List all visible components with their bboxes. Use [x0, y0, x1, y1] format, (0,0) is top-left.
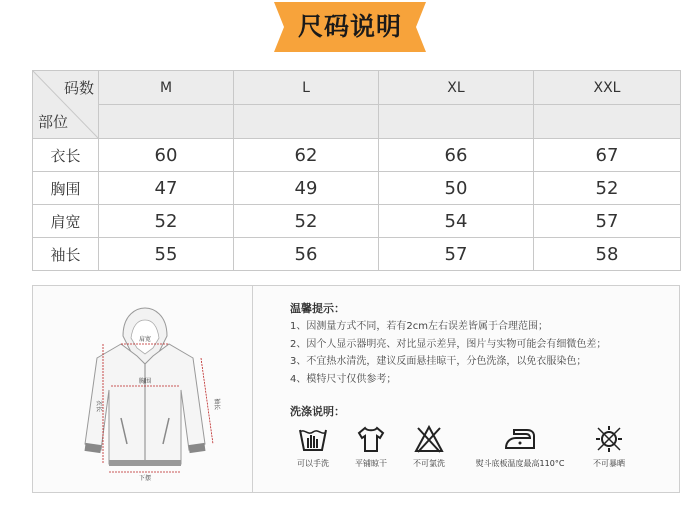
table-cell: 52 — [534, 172, 681, 205]
wash-label: 不可暴晒 — [593, 459, 625, 468]
table-cell: 57 — [534, 205, 681, 238]
corner-size-label: 码数 — [63, 79, 94, 97]
table-cell: 62 — [234, 139, 379, 172]
table-cell: 67 — [534, 139, 681, 172]
part-label: 胸围 — [33, 172, 99, 205]
size-header-xl: XL — [379, 71, 534, 105]
table-row — [33, 205, 681, 238]
hoodie-illustration — [41, 294, 241, 484]
corner-part-label: 部位 — [38, 113, 69, 131]
divider — [252, 286, 253, 492]
size-subheader-row — [33, 105, 681, 139]
table-row — [33, 172, 681, 205]
no-sun-icon — [593, 424, 625, 454]
wash-icons — [283, 424, 663, 484]
part-label: 肩宽 — [33, 205, 99, 238]
garment-figure — [41, 294, 241, 484]
part-label: 袖长 — [33, 238, 99, 271]
tips-section — [290, 300, 670, 388]
page-title: 尺码说明 — [297, 12, 402, 41]
table-cell: 66 — [379, 139, 534, 172]
empty-cell — [99, 105, 234, 139]
size-header-l: L — [234, 71, 379, 105]
shoulder-label: 肩宽 — [138, 336, 152, 343]
table-cell: 55 — [99, 238, 234, 271]
size-header-m: M — [99, 71, 234, 105]
table-cell: 60 — [99, 139, 234, 172]
table-cell: 47 — [99, 172, 234, 205]
empty-cell — [534, 105, 681, 139]
table-row — [33, 238, 681, 271]
wash-item — [399, 424, 459, 469]
empty-cell — [379, 105, 534, 139]
flat-dry-icon — [355, 424, 387, 454]
info-box — [32, 285, 680, 493]
size-table — [32, 70, 681, 271]
wash-label: 可以手洗 — [297, 459, 329, 468]
wash-label: 不可氯洗 — [413, 459, 445, 468]
length-label: 衣长 — [95, 399, 102, 413]
wash-item — [475, 424, 565, 469]
tips-title: 温馨提示： — [290, 302, 345, 315]
table-corner-cell — [33, 71, 99, 139]
table-cell: 49 — [234, 172, 379, 205]
no-bleach-icon — [413, 424, 445, 454]
wash-title: 洗涤说明： — [290, 405, 345, 418]
empty-cell — [234, 105, 379, 139]
table-cell: 56 — [234, 238, 379, 271]
chest-label: 胸围 — [138, 378, 152, 385]
wash-item — [341, 424, 401, 469]
iron-icon — [500, 424, 540, 454]
table-cell: 57 — [379, 238, 534, 271]
title-banner — [274, 2, 426, 52]
table-cell: 52 — [234, 205, 379, 238]
wash-item — [579, 424, 639, 469]
size-header-xxl: XXL — [534, 71, 681, 105]
table-cell: 58 — [534, 238, 681, 271]
sleeve-label: 袖长 — [213, 397, 220, 411]
part-label: 衣长 — [33, 139, 99, 172]
wash-label: 熨斗底板温度最高110°C — [475, 459, 565, 468]
hand-wash-icon — [297, 424, 329, 454]
table-cell: 52 — [99, 205, 234, 238]
table-row — [33, 139, 681, 172]
tip-item: 1、因测量方式不同，若有2cm左右误差皆属于合理范围； — [290, 321, 548, 332]
size-header-row — [33, 71, 681, 105]
tip-item: 4、模特尺寸仅供参考； — [290, 373, 397, 385]
wash-item — [283, 424, 343, 469]
wash-label: 平铺晾干 — [355, 459, 387, 468]
table-cell: 54 — [379, 205, 534, 238]
table-cell: 50 — [379, 172, 534, 205]
tip-item: 3、不宜热水清洗，建议反面悬挂晾干，分色洗涤，以免衣服染色； — [290, 356, 587, 367]
tip-item: 2、因个人显示器明亮、对比显示差异，图片与实物可能会有细微色差； — [290, 338, 607, 350]
hem-label: 下摆 — [138, 475, 152, 482]
